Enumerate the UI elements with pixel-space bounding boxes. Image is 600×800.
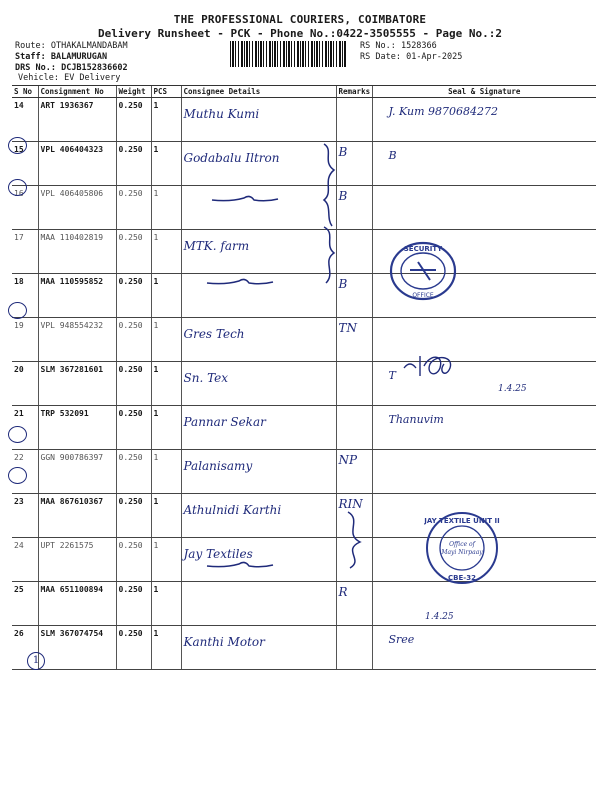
table-row	[12, 406, 596, 450]
signature-cell	[372, 582, 596, 626]
consignee-cell	[181, 318, 336, 362]
consignment-no-cell	[38, 582, 116, 626]
weight-cell	[116, 450, 151, 494]
sno-cell	[12, 626, 38, 670]
drs-line	[15, 63, 128, 73]
consignee-cell	[181, 142, 336, 186]
vehicle-value: EV Delivery	[64, 73, 121, 83]
remarks-cell	[336, 450, 372, 494]
remarks-cell	[336, 98, 372, 142]
rs-date-label: RS Date:	[360, 52, 401, 62]
remarks-cell	[336, 274, 372, 318]
sno-cell-text: 17	[14, 233, 24, 242]
signature-cell	[372, 98, 596, 142]
sno-cell	[12, 362, 38, 406]
signature-text: J. Kum 9870684272	[388, 105, 499, 118]
pcs-cell	[151, 626, 181, 670]
signature-cell	[372, 230, 596, 274]
remarks-mark: TN	[338, 321, 358, 335]
sno-cell	[12, 582, 38, 626]
col-consignment: Consignment No	[38, 86, 116, 98]
sno-cell	[12, 318, 38, 362]
remarks-cell	[336, 186, 372, 230]
signature-cell	[372, 538, 596, 582]
consignment-no-cell	[38, 98, 116, 142]
svg-text:SECURITY: SECURITY	[403, 245, 443, 253]
pcs-cell	[151, 450, 181, 494]
consignment-no-cell-text: UPT 2261575	[40, 541, 94, 550]
sno-cell	[12, 494, 38, 538]
remarks-cell	[336, 494, 372, 538]
signature-text: Sree	[388, 633, 415, 646]
weight-cell-text: 0.250	[118, 409, 143, 418]
consignment-no-cell	[38, 538, 116, 582]
remarks-cell	[336, 362, 372, 406]
pcs-cell	[151, 494, 181, 538]
signature-cell	[372, 450, 596, 494]
col-consignee: Consignee Details	[181, 86, 336, 98]
consignment-no-cell-text: SLM 367074754	[40, 629, 104, 638]
pcs-cell	[151, 318, 181, 362]
consignment-no-cell	[38, 230, 116, 274]
pcs-cell	[151, 538, 181, 582]
consignee-cell	[181, 538, 336, 582]
consignment-no-cell-text: MAA 110595852	[40, 277, 104, 286]
consignee-cell	[181, 362, 336, 406]
pcs-cell-text: 1	[153, 277, 159, 286]
sno-cell	[12, 186, 38, 230]
table-row	[12, 362, 596, 406]
sno-cell-text: 25	[14, 585, 24, 594]
date-annotation-1: 1.4.25	[498, 384, 527, 394]
table-header-row	[12, 86, 596, 98]
remarks-mark: RIN	[338, 497, 363, 511]
drs-value: DCJB152836602	[61, 63, 128, 73]
weight-cell-text: 0.250	[118, 145, 143, 154]
remarks-mark: R	[338, 585, 348, 599]
weight-cell	[116, 186, 151, 230]
consignment-no-cell-text: MAA 867610367	[40, 497, 104, 506]
route-line	[15, 41, 128, 51]
remarks-mark: NP	[338, 453, 358, 467]
consignee-handwriting: Palanisamy	[183, 459, 253, 473]
consignee-handwriting: Sn. Tex	[183, 371, 229, 385]
col-pcs: PCS	[151, 86, 181, 98]
consignment-no-cell-text: TRP 532091	[40, 409, 89, 418]
sno-cell-text: 14	[14, 101, 24, 110]
consignment-no-cell-text: ART 1936367	[40, 101, 94, 110]
weight-cell	[116, 318, 151, 362]
sno-cell-text: 24	[14, 541, 24, 550]
remarks-cell	[336, 318, 372, 362]
consignee-handwriting: Athulnidi Karthi	[183, 503, 282, 517]
runsheet-title: Delivery Runsheet - PCK - Phone No.:0422-3505555 - Page No.:2	[98, 27, 502, 40]
remarks-cell	[336, 142, 372, 186]
consignee-handwriting: Kanthi Motor	[183, 635, 265, 649]
staff-value: BALAMURUGAN	[50, 52, 108, 62]
pcs-cell	[151, 274, 181, 318]
table-row	[12, 450, 596, 494]
pcs-cell	[151, 230, 181, 274]
remarks-mark: B	[338, 189, 348, 203]
sno-cell-text: 26	[14, 629, 24, 638]
consignee-cell	[181, 98, 336, 142]
consignment-no-cell-text: MAA 110402819	[40, 233, 104, 242]
weight-cell	[116, 538, 151, 582]
weight-cell-text: 0.250	[118, 585, 143, 594]
pcs-cell	[151, 362, 181, 406]
weight-cell-text: 0.250	[118, 453, 143, 462]
route-value: OTHAKALMANDABAM	[50, 41, 128, 51]
weight-cell-text: 0.250	[118, 497, 143, 506]
rs-no-value: 1528366	[400, 41, 437, 51]
rs-date-value: 01-Apr-2025	[406, 52, 463, 62]
weight-cell	[116, 230, 151, 274]
sno-cell	[12, 538, 38, 582]
weight-cell-text: 0.250	[118, 541, 143, 550]
weight-cell	[116, 274, 151, 318]
table-row	[12, 582, 596, 626]
consignee-handwriting: Pannar Sekar	[183, 415, 266, 429]
table-row	[12, 230, 596, 274]
sno-cell	[12, 230, 38, 274]
consignee-cell	[181, 450, 336, 494]
weight-cell	[116, 98, 151, 142]
consignment-no-cell-text: VPL 406405806	[40, 189, 104, 198]
consignee-handwriting: Gres Tech	[183, 327, 245, 341]
svg-text:OFFICE: OFFICE	[412, 292, 434, 299]
weight-cell-text: 0.250	[118, 321, 143, 330]
sno-cell-text: 18	[14, 277, 24, 286]
table-row	[12, 626, 596, 670]
rs-no-label: RS No.:	[360, 41, 396, 51]
sno-cell-text: 22	[14, 453, 24, 462]
pcs-cell-text: 1	[153, 585, 159, 594]
svg-text:Mayi Nirpaay: Mayi Nirpaay	[441, 549, 483, 556]
table-row	[12, 142, 596, 186]
sno-cell-text: 19	[14, 321, 24, 330]
weight-cell-text: 0.250	[118, 365, 143, 374]
weight-cell	[116, 362, 151, 406]
pcs-cell-text: 1	[153, 409, 159, 418]
consignee-handwriting: MTK. farm	[183, 239, 250, 253]
consignee-cell	[181, 626, 336, 670]
runsheet-table	[12, 85, 596, 670]
pcs-cell-text: 1	[153, 629, 159, 638]
signature-cell	[372, 626, 596, 670]
pcs-cell-text: 1	[153, 453, 159, 462]
staff-line	[15, 52, 107, 62]
sno-cell	[12, 406, 38, 450]
signature-cell	[372, 494, 596, 538]
consignment-no-cell	[38, 406, 116, 450]
signature-cell	[372, 186, 596, 230]
weight-cell-text: 0.250	[118, 233, 143, 242]
weight-cell	[116, 406, 151, 450]
sno-cell-text: 23	[14, 497, 24, 506]
weight-cell-text: 0.250	[118, 189, 143, 198]
consignment-no-cell-text: VPL 406404323	[40, 145, 104, 154]
pcs-cell-text: 1	[153, 145, 159, 154]
consignee-cell	[181, 230, 336, 274]
svg-text:Office of: Office of	[449, 541, 475, 548]
sno-cell	[12, 450, 38, 494]
remarks-cell	[336, 626, 372, 670]
remarks-cell	[336, 582, 372, 626]
table-row	[12, 274, 596, 318]
consignment-no-cell-text: MAA 651100894	[40, 585, 104, 594]
table-row	[12, 98, 596, 142]
sno-cell-text: 15	[14, 145, 24, 154]
table-row	[12, 538, 596, 582]
barcode	[230, 41, 347, 67]
consignment-no-cell	[38, 450, 116, 494]
pcs-cell-text: 1	[153, 321, 159, 330]
svg-text:CBE-32: CBE-32	[448, 574, 476, 582]
pcs-cell-text: 1	[153, 541, 159, 550]
drs-label: DRS No.:	[15, 63, 56, 73]
pcs-cell-text: 1	[153, 101, 159, 110]
consignee-cell	[181, 582, 336, 626]
staff-label: Staff:	[15, 52, 46, 62]
weight-cell-text: 0.250	[118, 277, 143, 286]
remarks-cell	[336, 406, 372, 450]
signature-cell	[372, 142, 596, 186]
consignee-handwriting: Godabalu Iltron	[183, 151, 280, 165]
sno-cell	[12, 142, 38, 186]
weight-cell	[116, 582, 151, 626]
consignment-no-cell	[38, 626, 116, 670]
col-remarks: Remarks	[336, 86, 372, 98]
consignment-no-cell-text: VPL 948554232	[40, 321, 104, 330]
route-label: Route:	[15, 41, 46, 51]
pcs-cell-text: 1	[153, 189, 159, 198]
signature-text: T	[388, 369, 396, 382]
table-row	[12, 494, 596, 538]
consignment-no-cell	[38, 362, 116, 406]
remarks-mark: B	[338, 145, 348, 159]
weight-cell	[116, 142, 151, 186]
signature-text: Thanuvim	[388, 413, 444, 426]
signature-text: B	[388, 149, 397, 162]
consignment-no-cell	[38, 494, 116, 538]
weight-cell-text: 0.250	[118, 629, 143, 638]
sno-cell-text: 20	[14, 365, 24, 374]
weight-cell	[116, 626, 151, 670]
pcs-cell-text: 1	[153, 497, 159, 506]
pcs-cell	[151, 142, 181, 186]
consignee-cell	[181, 186, 336, 230]
remarks-mark: B	[338, 277, 348, 291]
svg-text:JAY TEXTILE UNIT II: JAY TEXTILE UNIT II	[424, 517, 500, 525]
company-title: THE PROFESSIONAL COURIERS, COIMBATORE	[173, 13, 427, 26]
consignee-cell	[181, 274, 336, 318]
consignment-no-cell-text: SLM 367281601	[40, 365, 104, 374]
weight-cell-text: 0.250	[118, 101, 143, 110]
sno-cell	[12, 274, 38, 318]
sno-cell	[12, 98, 38, 142]
consignment-no-cell	[38, 142, 116, 186]
consignee-handwriting: Jay Textiles	[183, 547, 253, 561]
consignment-no-cell-text: GGN 900786397	[40, 453, 104, 462]
pcs-cell	[151, 406, 181, 450]
consignment-no-cell	[38, 186, 116, 230]
pcs-cell	[151, 98, 181, 142]
signature-cell	[372, 362, 596, 406]
remarks-cell	[336, 538, 372, 582]
pcs-cell	[151, 186, 181, 230]
date-annotation-2: 1.4.25	[425, 612, 454, 622]
col-weight: Weight	[116, 86, 151, 98]
rs-date-line	[360, 52, 462, 62]
consignee-cell	[181, 406, 336, 450]
pcs-cell-text: 1	[153, 365, 159, 374]
pcs-cell-text: 1	[153, 233, 159, 242]
table-row	[12, 318, 596, 362]
sno-cell-text: 16	[14, 189, 24, 198]
signature-cell	[372, 406, 596, 450]
remarks-cell	[336, 230, 372, 274]
signature-cell	[372, 318, 596, 362]
sno-cell-text: 21	[14, 409, 24, 418]
col-seal-signature: Seal & Signature	[372, 86, 596, 98]
consignment-no-cell	[38, 274, 116, 318]
vehicle-line	[18, 73, 120, 83]
col-sno: S No	[12, 86, 38, 98]
footer-circled-mark: 1	[27, 652, 45, 670]
signature-cell	[372, 274, 596, 318]
consignee-cell	[181, 494, 336, 538]
table-row	[12, 186, 596, 230]
vehicle-label: Vehicle:	[18, 73, 59, 83]
weight-cell	[116, 494, 151, 538]
pcs-cell	[151, 582, 181, 626]
consignee-handwriting: Muthu Kumi	[183, 107, 260, 121]
consignment-no-cell	[38, 318, 116, 362]
rs-no-line	[360, 41, 437, 51]
